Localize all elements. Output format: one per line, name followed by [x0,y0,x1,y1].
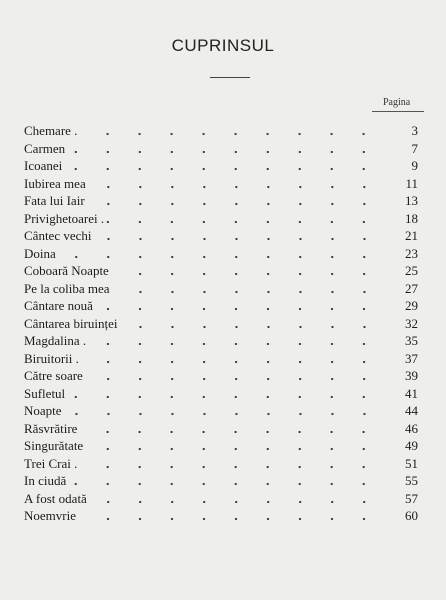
toc-entry [24,437,418,455]
toc-entry-title: Trei Crai . [24,455,78,471]
toc-entry-page-number: 37 [405,350,418,366]
toc-entry-page-number: 57 [405,490,418,506]
toc-entry-page-number: 27 [405,280,418,296]
dot-leader [106,210,390,227]
page-column-underline [372,111,424,112]
dot-leader [68,472,390,489]
toc-entry-page-number: 18 [405,210,418,226]
toc-entry [24,157,418,175]
toc-entry [24,402,418,420]
toc-entry [24,122,418,140]
toc-entry-title: Icoanei [24,158,63,174]
dot-leader [88,175,390,192]
toc-entry-title: Noapte [24,403,62,419]
toc-entry-page-number: 23 [405,245,418,261]
toc-entry-title: Carmen [24,140,66,156]
toc-entry-page-number: 9 [411,158,418,174]
dot-leader [64,402,390,419]
toc-entry [24,350,418,368]
toc-entry-title: Chemare . [24,123,78,139]
title-underline [210,77,250,78]
toc-entry-title: Doina [24,245,56,261]
dot-leader [79,455,390,472]
toc-entry-title: Biruitorii . [24,350,79,366]
dot-leader [120,315,391,332]
dot-leader [94,227,391,244]
toc-entry-page-number: 11 [405,175,418,191]
toc-entry-title: Iubirea mea [24,175,86,191]
toc-entry-page-number: 3 [411,123,418,139]
dot-leader [81,350,390,367]
page-title: CUPRINSUL [171,36,275,55]
page-column-label: Pagina [383,97,411,108]
toc-entry [24,227,418,245]
toc-entry-page-number: 60 [405,508,418,524]
dot-leader [85,367,390,384]
toc-entry-title: Coboară Noapte [24,263,109,279]
toc-entry-title: Către soare [24,368,83,384]
toc-entry [24,367,418,385]
toc-entry [24,140,418,158]
toc-entry-title: A fost odată [24,490,87,506]
dot-leader [95,297,390,314]
toc-entry [24,490,418,508]
toc-entry-title: Cântec vechi [24,228,92,244]
toc-entry-page-number: 25 [405,263,418,279]
toc-entry-page-number: 29 [405,298,418,314]
dot-leader [89,490,390,507]
dot-leader [85,437,390,454]
toc-entry-page-number: 51 [405,455,418,471]
dot-leader [79,122,390,139]
dot-leader [88,332,390,349]
toc-entry-title: Răsvrătire [24,420,78,436]
toc-entry [24,280,418,298]
toc-entry-title: Privighetoarei . [24,210,105,226]
toc-entry-page-number: 21 [405,228,418,244]
dot-leader [111,262,390,279]
toc-entry [24,315,418,333]
dot-leader [67,140,390,157]
toc-entry-title: Magdalina . [24,333,87,349]
toc-entry [24,297,418,315]
dot-leader [112,280,390,297]
toc-entry-page-number: 32 [405,315,418,331]
toc-entry-title: In ciudă [24,473,67,489]
toc-entry-page-number: 7 [411,140,418,156]
dot-leader [64,157,390,174]
toc-entry [24,175,418,193]
toc-entry-page-number: 13 [405,193,418,209]
toc-entry [24,472,418,490]
toc-entry-title: Singurătate [24,438,84,454]
toc-entry-title: Cântarea biruinței [24,315,118,331]
toc-entry-title: Pe la coliba mea [24,280,110,296]
toc-entry [24,385,418,403]
toc-entry-page-number: 41 [405,385,418,401]
toc-entry [24,245,418,263]
toc-entry-title: Fata lui Iair [24,193,85,209]
dot-leader [58,245,390,262]
dot-leader [67,385,390,402]
toc-entry [24,507,418,525]
toc-entry [24,420,418,438]
dot-leader [78,507,390,524]
toc-entry [24,210,418,228]
toc-entry-title: Noemvrie [24,508,76,524]
dot-leader [79,420,390,437]
toc-entry-page-number: 46 [405,420,418,436]
toc-entry-page-number: 55 [405,473,418,489]
toc-entry [24,332,418,350]
toc-entry-page-number: 49 [405,438,418,454]
toc-entry-page-number: 35 [405,333,418,349]
toc-entry [24,455,418,473]
toc-entry-page-number: 44 [405,403,418,419]
toc-entry-title: Sufletul [24,385,66,401]
toc-entry [24,262,418,280]
table-of-contents [24,122,418,525]
dot-leader [87,192,390,209]
toc-entry-title: Cântare nouă [24,298,93,314]
toc-entry [24,192,418,210]
toc-entry-page-number: 39 [405,368,418,384]
